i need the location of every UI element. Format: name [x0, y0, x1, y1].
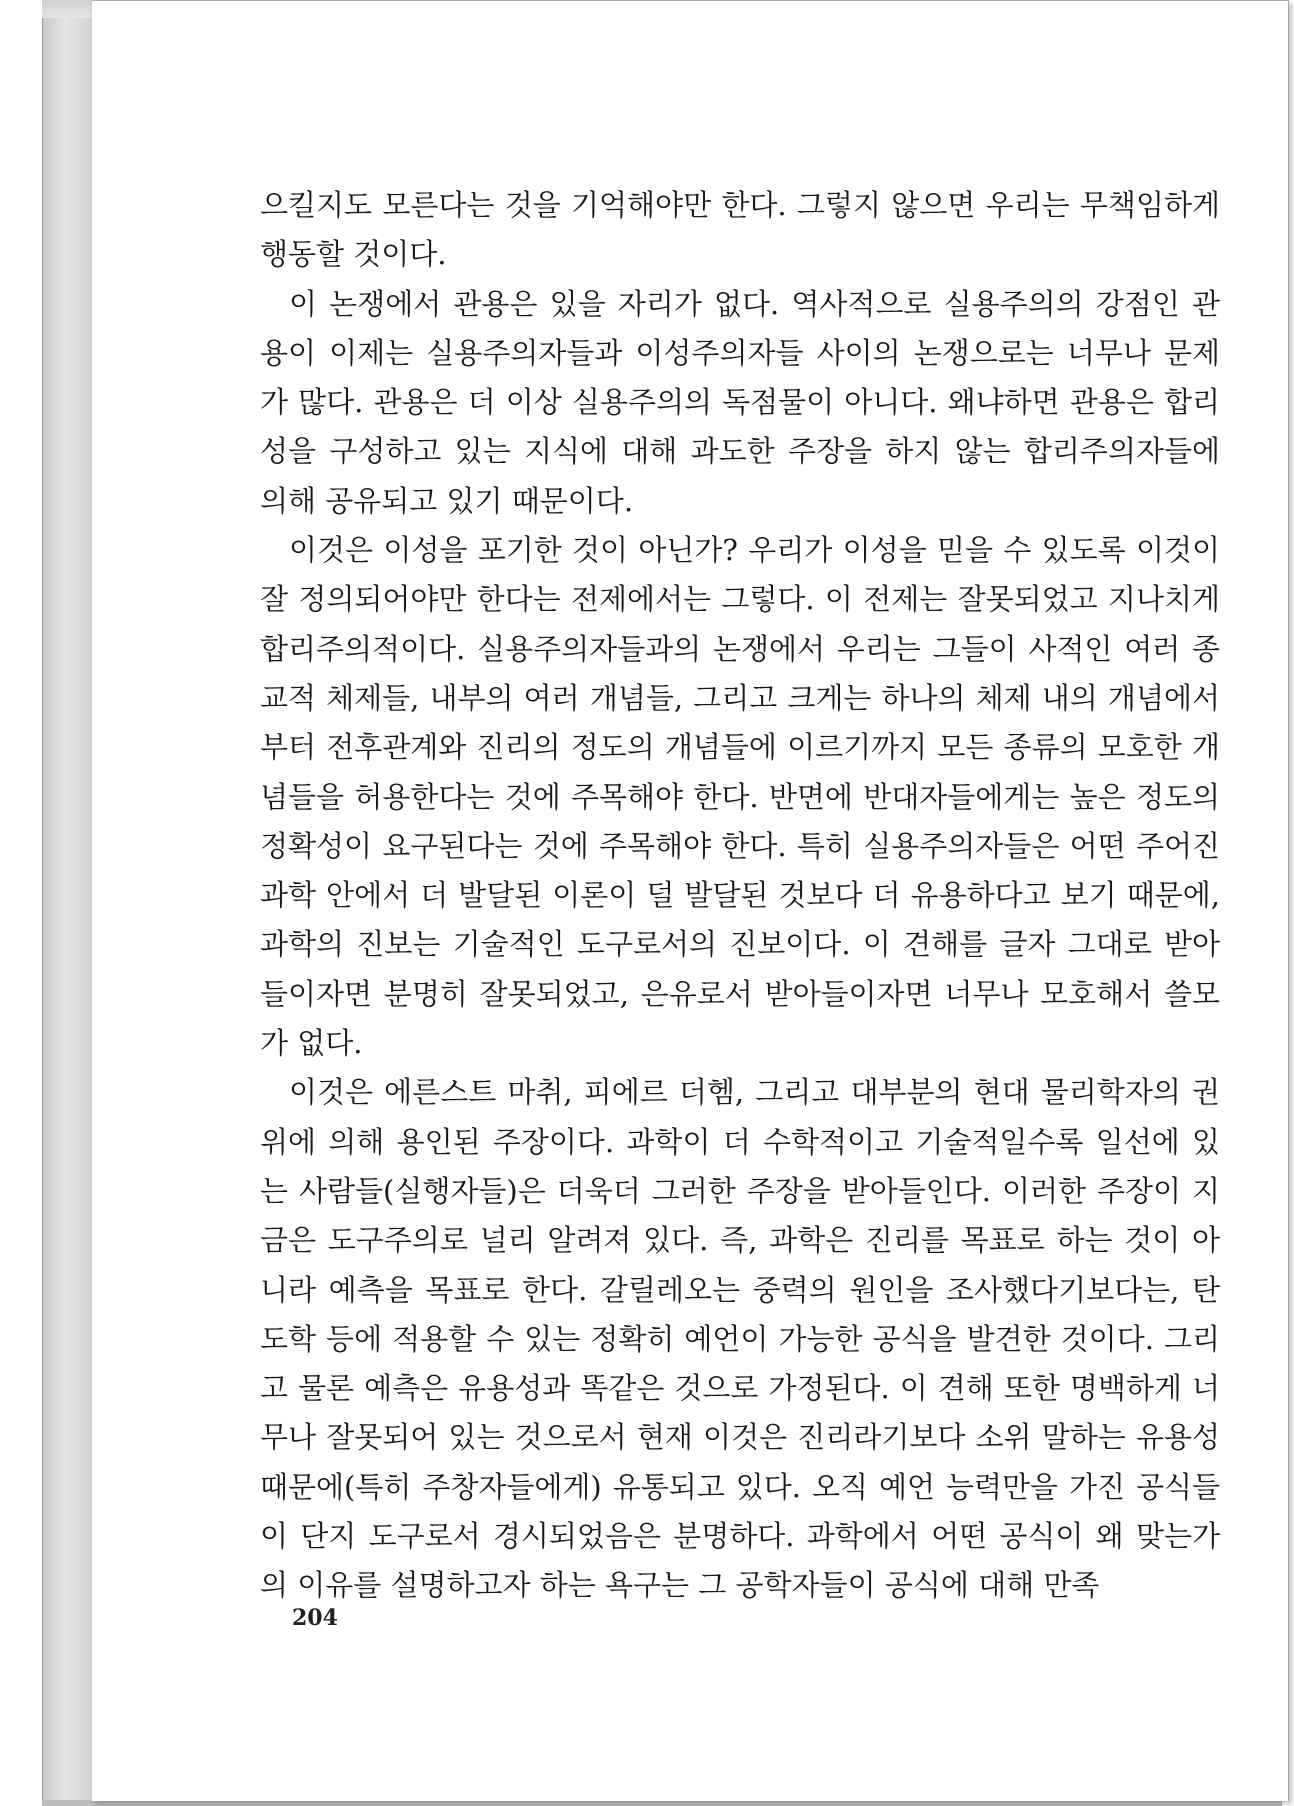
book-page [92, 0, 1289, 1801]
paragraph-4: 이것은 에른스트 마취, 피에르 더헴, 그리고 대부분의 현대 물리학자의 권위에 의해 용인된 주장이다. 과학이 더 수학적이고 기술적일수록 일선에 있는 사람들(실행자들)은 더욱더 그러한 주장을 받아들인다. 이러한 주장이 지금은 도구주의로 널리 알려져 있다. 즉, 과학은 진리를 목표로 하는 것이 아니라 예측을 목표로 한다. 갈릴레오는 중력의 원인을 조사했다기보다는, 탄도학 등에 적용할 수 있는 정확히 예언이 가능한 공식을 발견한 것이다. 그리고 물론 예측은 유용성과 똑같은 것으로 가정된다. 이 견해 또한 명백하게 너무나 잘못되어 있는 것으로서 현재 이것은 진리라기보다 소위 말하는 유용성 때문에(특히 주창자들에게) 유통되고 있다. 오직 예언 능력만을 가진 공식들이 단지 도구로서 경시되었음은 분명하다. 과학에서 어떤 공식이 왜 맞는가의 이유를 설명하고자 하는 욕구는 그 공학자들이 공식에 대해 만족 [260, 1075, 1220, 1603]
paragraph-3: 이것은 이성을 포기한 것이 아닌가? 우리가 이성을 믿을 수 있도록 이것이 잘 정의되어야만 한다는 전제에서는 그렇다. 이 전제는 잘못되었고 지나치게 합리주의적이다. 실용주의자들과의 논쟁에서 우리는 그들이 사적인 여러 종교적 체제들, 내부의 여러 개념들, 그리고 크게는 하나의 체제 내의 개념에서부터 전후관계와 진리의 정도의 개념들에 이르기까지 모든 종류의 모호한 개념들을 허용한다는 것에 주목해야 한다. 반면에 반대자들에게는 높은 정도의 정확성이 요구된다는 것에 주목해야 한다. 특히 실용주의자들은 어떤 주어진 과학 안에서 더 발달된 이론이 덜 발달된 것보다 더 유용하다고 보기 때문에, 과학의 진보는 기술적인 도구로서의 진보이다. 이 견해를 글자 그대로 받아들이자면 분명히 잘못되었고, 은유로서 받아들이자면 너무나 모호해서 쓸모가 없다. [260, 533, 1220, 1061]
paragraph-2: 이 논쟁에서 관용은 있을 자리가 없다. 역사적으로 실용주의의 강점인 관용이 이제는 실용주의자들과 이성주의자들 사이의 논쟁으로는 너무나 문제가 많다. 관용은 더 이상 실용주의의 독점물이 아니다. 왜냐하면 관용은 합리성을 구성하고 있는 지식에 대해 과도한 주장을 하지 않는 합리주의자들에 의해 공유되고 있기 때문이다. [260, 286, 1220, 518]
book-spine [42, 18, 93, 1803]
page-number: 204 [292, 1605, 338, 1631]
paragraph-1: 으킬지도 모른다는 것을 기억해야만 한다. 그렇지 않으면 우리는 무책임하게 행동할 것이다. [260, 188, 1220, 272]
body-text [260, 181, 1220, 1611]
